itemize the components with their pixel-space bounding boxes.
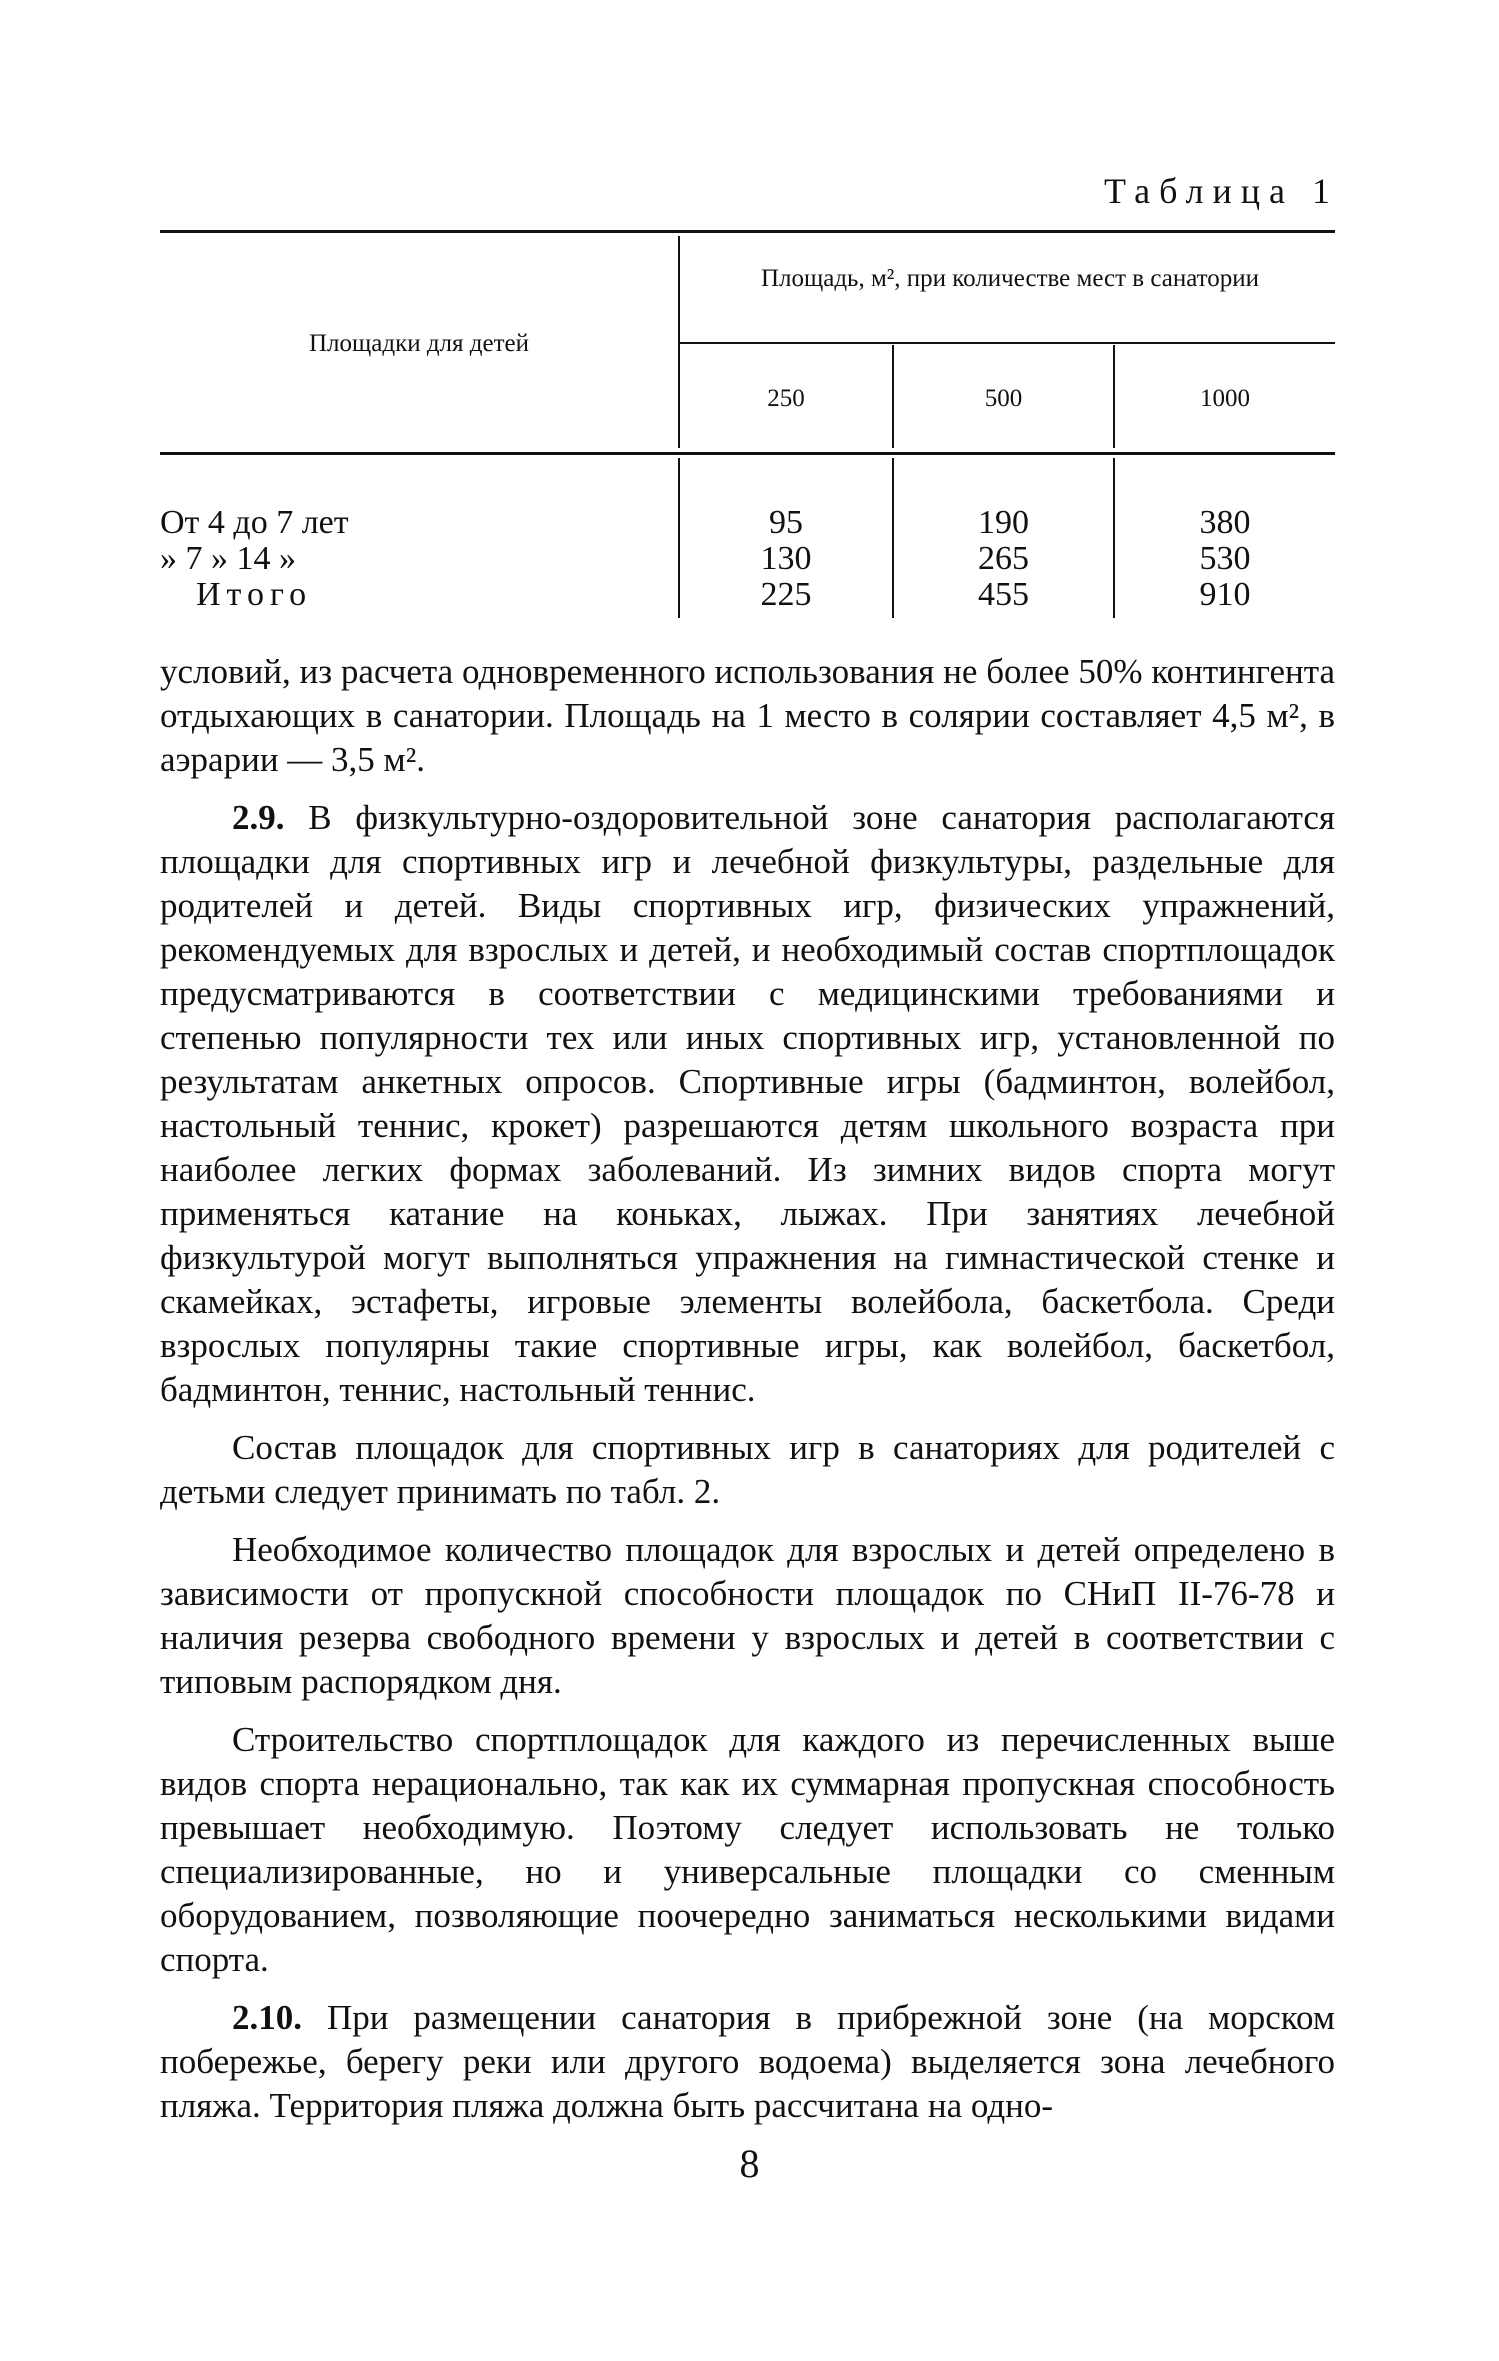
paragraph-text: условий, из расчета одновременного использования не более 50% контингента отдыхающих в санатории. Площадь на 1 место в солярии составляет 4,5 м², в аэрарии — 3,5 м². — [160, 652, 1335, 779]
table-header-bottom-rule — [160, 452, 1335, 455]
row-labels — [160, 505, 460, 613]
paragraph-text: Необходимое количество площадок для взрослых и детей определено в зависимости от пропускной способности площадок по СНиП II-76-78 и наличия резерва свободного времени у взрослых и детей в соответствии с типовым распорядком дня. — [160, 1530, 1335, 1701]
paragraph-text: Состав площадок для спортивных игр в санаториях для родителей с детьми следует принимать по табл. 2. — [160, 1428, 1335, 1511]
table-caption: Таблица 1 — [1104, 171, 1339, 211]
paragraph — [160, 796, 1335, 1412]
table-cell: 225 — [760, 576, 812, 613]
column-values-250 — [680, 505, 892, 613]
table-cell: 265 — [978, 540, 1029, 577]
table-cell: 380 — [1199, 504, 1251, 541]
table-top-rule — [160, 230, 1335, 233]
paragraph-text: Строительство спортплощадок для каждого из перечисленных выше видов спорта нерационально, так как их суммарная пропускная способность превышает необходимую. Поэтому следует использовать не только специализированные, но и универсальные площадки со сменным оборудованием, позволяющие поочередно заниматься несколькими видами спорта. — [160, 1720, 1335, 1979]
table-cell: 190 — [978, 504, 1029, 541]
section-number: 2.9. — [232, 798, 285, 837]
table-cell: 910 — [1199, 576, 1251, 613]
paragraph-text: В физкультурно-оздоровительной зоне санатория располагаются площадки для спортивных игр и лечебной физкультуры, раздельные для родителей и детей. Виды спортивных игр, физических упражнений, рекомендуемых для взрослых и детей, и необходимый состав спортплощадок предусматриваются в соответствии с медицинскими требованиями и степенью популярности тех или иных спортивных игр, установленной по результатам анкетных опросов. Спортивные игры (бадминтон, волейбол, настольный теннис, крокет) разрешаются детям школьного возраста при наиболее легких формах заболеваний. Из зимних видов спорта могут применяться катание на коньках, лыжах. При занятиях лечебной физкультурой могут выполняться упражнения на гимнастической стенке и скамейках, эстафеты, игровые элементы волейбола, баскетбола. Среди взрослых популярны такие спортивные игры, как волейбол, баскетбол, бадминтон, теннис, настольный теннис. — [160, 798, 1335, 1409]
page-number: 8 — [739, 2141, 760, 2186]
row-header: Площадки для детей — [308, 330, 530, 357]
row-label: Итого — [196, 576, 313, 613]
column-values-500 — [894, 505, 1113, 613]
column-header-1000: 1000 — [1200, 385, 1250, 412]
table-cell: 530 — [1199, 540, 1251, 577]
paragraph — [160, 1426, 1335, 1514]
column-header-500: 500 — [984, 385, 1023, 412]
column-values-1000 — [1115, 505, 1335, 613]
paragraph — [160, 1718, 1335, 1982]
column-header-250: 250 — [767, 385, 805, 412]
table-cell: 455 — [978, 576, 1029, 613]
table-cell: 130 — [760, 540, 812, 577]
table-subheader-rule — [680, 342, 1335, 344]
row-label: » 7 » 14 » — [160, 540, 296, 577]
body-text — [160, 650, 1335, 2142]
paragraph — [160, 650, 1335, 782]
paragraph-text: При размещении санатория в прибрежной зоне (на морском побережье, берегу реки или другого водоема) выделяется зона лечебного пляжа. Территория пляжа должна быть рассчитана на одно- — [160, 1998, 1336, 2125]
table-cell: 95 — [769, 504, 803, 541]
row-label: От 4 до 7 лет — [160, 504, 349, 541]
area-table — [160, 230, 1335, 625]
table-header-divider — [678, 236, 680, 448]
paragraph — [160, 1996, 1335, 2128]
paragraph — [160, 1528, 1335, 1704]
section-number: 2.10. — [232, 1998, 302, 2037]
group-header: Площадь, м², при количестве мест в санатории — [760, 265, 1260, 292]
